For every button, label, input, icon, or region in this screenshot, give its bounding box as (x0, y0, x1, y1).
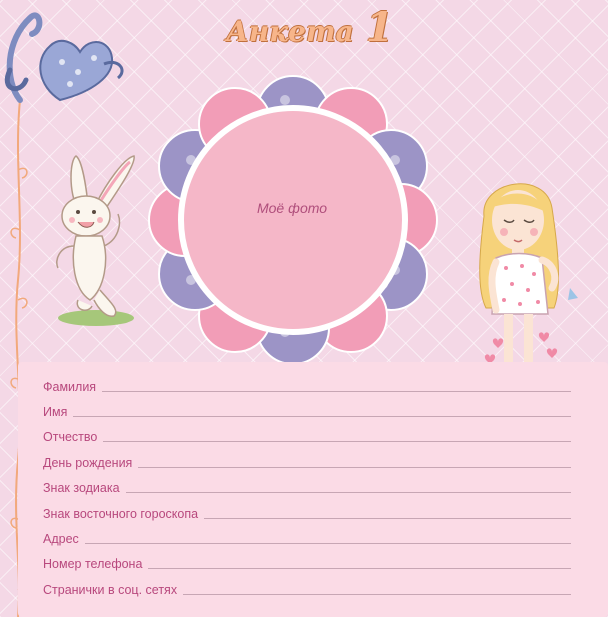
field-input-line[interactable] (204, 518, 571, 519)
field-label: Отчество (43, 430, 98, 444)
field-input-line[interactable] (148, 568, 571, 569)
field-label: Фамилия (43, 380, 97, 394)
title-number: 1 (365, 4, 394, 51)
form-field-zodiac[interactable] (43, 477, 571, 495)
field-input-line[interactable] (183, 594, 571, 595)
page-title (226, 4, 394, 50)
form-field-eastern-horoscope[interactable] (43, 503, 571, 521)
form-field-social-pages[interactable] (43, 579, 571, 597)
field-label: Номер телефона (43, 557, 143, 571)
field-input-line[interactable] (85, 543, 571, 544)
form-field-birthday[interactable] (43, 452, 571, 470)
field-label: Знак зодиака (43, 481, 120, 495)
field-input-line[interactable] (102, 391, 571, 392)
form-field-phone[interactable] (43, 553, 571, 571)
field-label: Странички в соц. сетях (43, 583, 178, 597)
field-input-line[interactable] (103, 441, 571, 442)
title-word: Анкета (226, 15, 354, 48)
field-label: Знак восточного гороскопа (43, 507, 199, 521)
field-label: День рождения (43, 456, 133, 470)
field-input-line[interactable] (138, 467, 571, 468)
form-field-address[interactable] (43, 528, 571, 546)
field-input-line[interactable] (73, 416, 571, 417)
flower-photo-frame (145, 70, 441, 366)
form-field-surname[interactable] (43, 376, 571, 394)
form-field-patronymic[interactable] (43, 426, 571, 444)
field-label: Имя (43, 405, 68, 419)
form-field-name[interactable] (43, 401, 571, 419)
photo-label: Моё фото (256, 200, 328, 216)
field-input-line[interactable] (126, 492, 571, 493)
field-label: Адрес (43, 532, 79, 546)
bunny-illustration (48, 150, 148, 330)
